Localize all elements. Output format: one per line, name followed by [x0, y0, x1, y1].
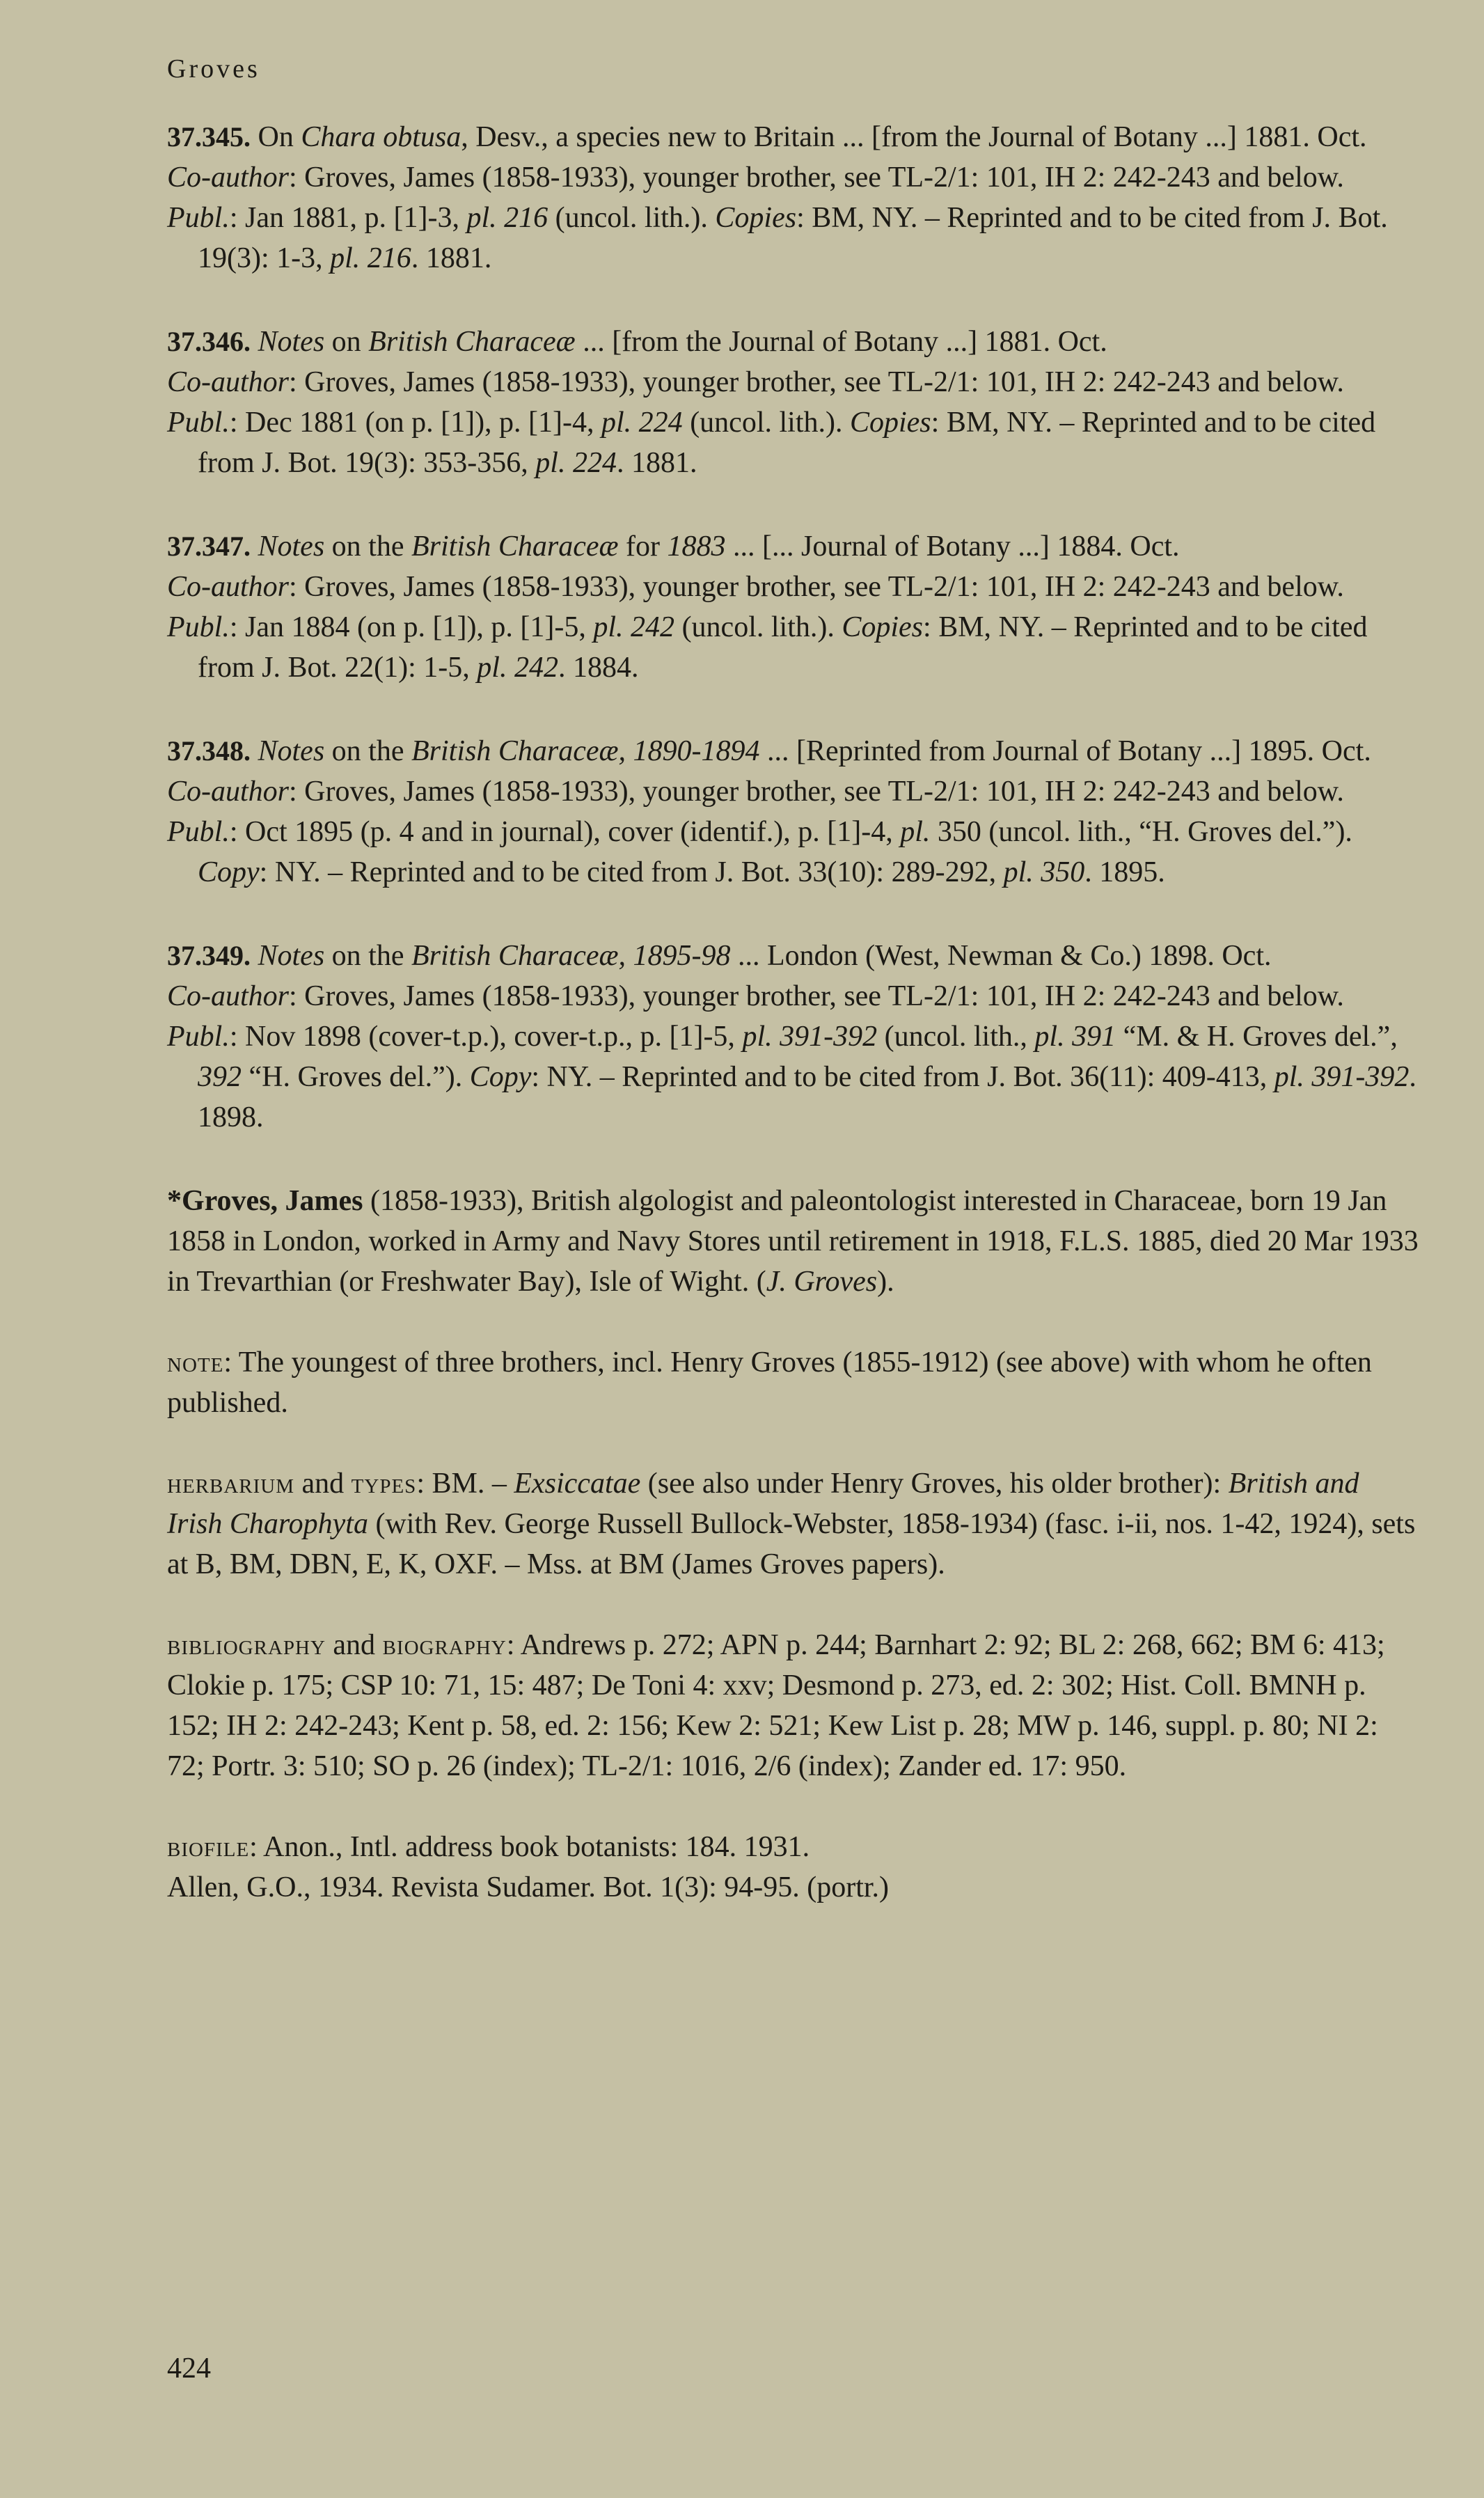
entry-number: 37.349. — [167, 940, 251, 971]
running-head: Groves — [167, 54, 260, 84]
page-number: 424 — [167, 2352, 211, 2385]
entry-37-346 — [167, 322, 1420, 483]
entry-title: 37.346. Notes on British Characeæ ... [from the Journal of Botany ...] 1881. Oct. — [167, 326, 1107, 358]
entry-title: 37.348. Notes on the British Characeæ, 1890-1894 ... [Reprinted from Journal of Botany ...] 1895. Oct. — [167, 735, 1371, 767]
entry-37-348 — [167, 731, 1420, 893]
bibliography-paragraph: bibliography and biography: Andrews p. 272; APN p. 244; Barnhart 2: 92; BL 2: 268, 662; BM 6: 413; Clokie p. 175; CSP 10: 71, 15: 487; De Toni 4: xxv; Desmond p. 273, ed. 2: 302; Hist. Coll. BMNH p. 152; IH 2: 242-243; Kent p. 58, ed. 2: 156; Kew 2: 521; Kew List p. 28; MW p. 146, suppl. p. 80; NI 2: 72; Portr. 3: 510; SO p. 26 (index); TL-2/1: 1016, 2/6 (index); Zander ed. 17: 950. — [167, 1629, 1385, 1782]
entry-title: 37.349. Notes on the British Characeæ, 1895-98 ... London (West, Newman & Co.) 1898. Oct. — [167, 940, 1272, 972]
entry-publication: Publ.: Jan 1881, p. [1]-3, pl. 216 (uncol. lith.). Copies: BM, NY. – Reprinted and to be cited from J. Bot. 19(3): 1-3, pl. 216. 1881. — [167, 202, 1388, 274]
entry-coauthor: Co-author: Groves, James (1858-1933), younger brother, see TL-2/1: 101, IH 2: 242-243 and below. — [167, 366, 1344, 398]
entry-coauthor: Co-author: Groves, James (1858-1933), younger brother, see TL-2/1: 101, IH 2: 242-243 and below. — [167, 980, 1344, 1012]
herbarium-paragraph: herbarium and types: BM. – Exsiccatae (see also under Henry Groves, his older brother): British and Irish Charophyta (with Rev. George Russell Bullock-Webster, 1858-1934) (fasc. i-ii, nos. 1-42, 1924), sets at B, BM, DBN, E, K, OXF. – Mss. at BM (James Groves papers). — [167, 1468, 1416, 1580]
person-name: *Groves, James — [167, 1185, 363, 1217]
note-paragraph: note: The youngest of three brothers, incl. Henry Groves (1855-1912) (see above) with whom he often published. — [167, 1346, 1372, 1419]
entry-publication: Publ.: Nov 1898 (cover-t.p.), cover-t.p., p. [1]-5, pl. 391-392 (uncol. lith., pl. 391 “M. & H. Groves del.”, 392 “H. Groves del.”). Copy: NY. – Reprinted and to be cited from J. Bot. 36(11): 409-413, pl. 391-392. 1898. — [167, 1021, 1416, 1133]
entry-coauthor: Co-author: Groves, James (1858-1933), younger brother, see TL-2/1: 101, IH 2: 242-243 and below. — [167, 776, 1344, 808]
entry-37-347 — [167, 526, 1420, 688]
entry-number: 37.345. — [167, 121, 251, 152]
page-content — [167, 49, 1420, 1908]
entry-publication: Publ.: Oct 1895 (p. 4 and in journal), cover (identif.), p. [1]-4, pl. 350 (uncol. lith., “H. Groves del.”). Copy: NY. – Reprinted and to be cited from J. Bot. 33(10): 289-292, pl. 350. 1895. — [167, 816, 1352, 888]
entry-coauthor: Co-author: Groves, James (1858-1933), younger brother, see TL-2/1: 101, IH 2: 242-243 and below. — [167, 162, 1344, 194]
entry-title: 37.347. Notes on the British Characeæ for 1883 ... [... Journal of Botany ...] 1884. Oct. — [167, 531, 1180, 563]
entry-coauthor: Co-author: Groves, James (1858-1933), younger brother, see TL-2/1: 101, IH 2: 242-243 and below. — [167, 571, 1344, 603]
note-label: note — [167, 1346, 224, 1378]
entry-37-345 — [167, 117, 1420, 278]
entry-number: 37.346. — [167, 326, 251, 357]
biography-paragraph: *Groves, James (1858-1933), British algologist and paleontologist interested in Characeae, born 19 Jan 1858 in London, worked in Army and Navy Stores until retirement in 1918, F.L.S. 1885, died 20 Mar 1933 in Trevarthian (or Freshwater Bay), Isle of Wight. (J. Groves). — [167, 1185, 1419, 1298]
entry-number: 37.347. — [167, 531, 251, 562]
entry-number: 37.348. — [167, 735, 251, 767]
entry-37-349 — [167, 936, 1420, 1138]
biofile-paragraph: biofile: Anon., Intl. address book botanists: 184. 1931. Allen, G.O., 1934. Revista Sudamer. Bot. 1(3): 94-95. (portr.) — [167, 1831, 890, 1903]
entry-title: 37.345. On Chara obtusa, Desv., a species new to Britain ... [from the Journal of Botany ...] 1881. Oct. — [167, 121, 1367, 153]
entry-publication: Publ.: Jan 1884 (on p. [1]), p. [1]-5, pl. 242 (uncol. lith.). Copies: BM, NY. – Reprinted and to be cited from J. Bot. 22(1): 1-5, pl. 242. 1884. — [167, 611, 1368, 684]
entry-publication: Publ.: Dec 1881 (on p. [1]), p. [1]-4, pl. 224 (uncol. lith.). Copies: BM, NY. – Reprinted and to be cited from J. Bot. 19(3): 353-356, pl. 224. 1881. — [167, 407, 1376, 479]
